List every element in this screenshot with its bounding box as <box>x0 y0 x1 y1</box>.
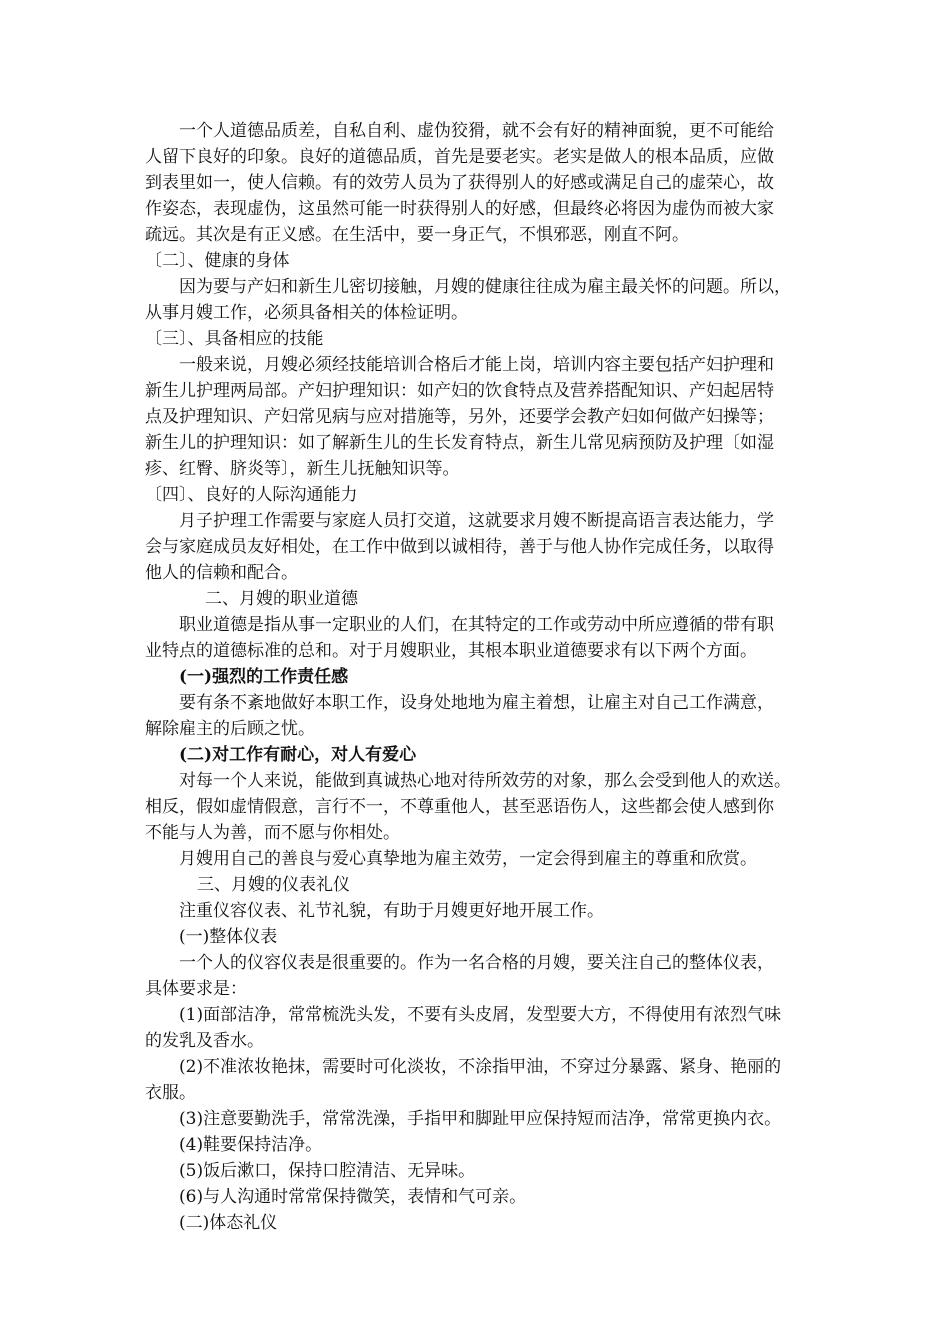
paragraph-line: 注重仪容仪表、礼节礼貌，有助于月嫂更好地开展工作。 <box>179 901 604 921</box>
paragraph-line: 会与家庭成员友好相处，在工作中做到以诚相待，善于与他人协作完成任务，以取得 <box>145 537 774 557</box>
subsection-heading: (二)对工作有耐心，对人有爱心 <box>179 745 417 765</box>
list-item: (5)饭后漱口，保持口腔清洁、无异味。 <box>179 1161 476 1181</box>
section-heading: 〔四〕、良好的人际沟通能力 <box>145 485 358 505</box>
paragraph-line: 月嫂用自己的善良与爱心真挚地为雇主效劳，一定会得到雇主的尊重和欣赏。 <box>179 849 757 869</box>
paragraph-line: 相反，假如虚情假意，言行不一，不尊重他人，甚至恶语伤人，这些都会使人感到你 <box>145 797 774 817</box>
list-item: 的发乳及香水。 <box>145 1031 264 1051</box>
section-heading: 〔二〕、健康的身体 <box>145 251 290 271</box>
paragraph-line: 业特点的道德标准的总和。对于月嫂职业，其根本职业道德要求有以下两个方面。 <box>145 641 757 661</box>
subsection-heading: (一)强烈的工作责任感 <box>179 667 349 687</box>
list-item: (3)注意要勤洗手，常常洗澡，手指甲和脚趾甲应保持短而洁净，常常更换内衣。 <box>179 1109 782 1129</box>
paragraph-line: 因为要与产妇和新生儿密切接触，月嫂的健康往往成为雇主最关怀的问题。所以， <box>179 277 791 297</box>
paragraph-line: 人留下良好的印象。良好的道德品质，首先是要老实。老实是做人的根本品质，应做 <box>145 147 774 167</box>
paragraph-line: 职业道德是指从事一定职业的人们，在其特定的工作或劳动中所应遵循的带有职 <box>179 615 774 635</box>
chapter-heading: 三、月嫂的仪表礼仪 <box>197 875 350 895</box>
list-item: 衣服。 <box>145 1083 196 1103</box>
paragraph-line: 一个人的仪容仪表是很重要的。作为一名合格的月嫂，要关注自己的整体仪表， <box>179 953 774 973</box>
subsection-heading: (二)体态礼仪 <box>179 1213 278 1233</box>
paragraph-line: 一般来说，月嫂必须经技能培训合格后才能上岗，培训内容主要包括产妇护理和 <box>179 355 774 375</box>
list-item: (4)鞋要保持洁净。 <box>179 1135 323 1155</box>
chapter-heading: 二、月嫂的职业道德 <box>205 589 358 609</box>
list-item: (1)面部洁净，常常梳洗头发，不要有头皮屑，发型要大方，不得使用有浓烈气味 <box>179 1005 782 1025</box>
paragraph-line: 点及护理知识、产妇常见病与应对措施等，另外，还要学会教产妇如何做产妇操等； <box>145 407 774 427</box>
list-item: (6)与人沟通时常常保持微笑，表情和气可亲。 <box>179 1187 527 1207</box>
section-heading: 〔三〕、具备相应的技能 <box>145 329 324 349</box>
paragraph-line: 他人的信赖和配合。 <box>145 563 298 583</box>
paragraph-line: 月子护理工作需要与家庭人员打交道，这就要求月嫂不断提高语言表达能力，学 <box>179 511 774 531</box>
paragraph-line: 疹、红臀、脐炎等〕，新生儿抚触知识等。 <box>145 459 460 479</box>
paragraph-line: 新生儿护理两局部。产妇护理知识：如产妇的饮食特点及营养搭配知识、产妇起居特 <box>145 381 774 401</box>
paragraph-line: 解除雇主的后顾之忧。 <box>145 719 315 739</box>
paragraph-line: 不能与人为善，而不愿与你相处。 <box>145 823 400 843</box>
paragraph-line: 疏远。其次是有正义感。在生活中，要一身正气，不惧邪恶，刚直不阿。 <box>145 225 689 245</box>
paragraph-line: 要有条不紊地做好本职工作，设身处地地为雇主着想，让雇主对自己工作满意， <box>179 693 774 713</box>
paragraph-line: 对每一个人来说，能做到真诚热心地对待所效劳的对象，那么会受到他人的欢送。 <box>179 771 791 791</box>
subsection-heading: (一)整体仪表 <box>179 927 278 947</box>
paragraph-line: 一个人道德品质差，自私自利、虚伪狡猾，就不会有好的精神面貌，更不可能给 <box>179 121 774 141</box>
paragraph-line: 具体要求是： <box>145 979 247 999</box>
paragraph-line: 新生儿的护理知识：如了解新生儿的生长发育特点，新生儿常见病预防及护理〔如湿 <box>145 433 774 453</box>
list-item: (2)不准浓妆艳抹，需要时可化淡妆，不涂指甲油，不穿过分暴露、紧身、艳丽的 <box>179 1057 782 1077</box>
paragraph-line: 到表里如一，使人信赖。有的效劳人员为了获得别人的好感或满足自己的虚荣心，故 <box>145 173 774 193</box>
paragraph-line: 作姿态，表现虚伪，这虽然可能一时获得别人的好感，但最终必将因为虚伪而被大家 <box>145 199 774 219</box>
paragraph-line: 从事月嫂工作，必须具备相关的体检证明。 <box>145 303 468 323</box>
